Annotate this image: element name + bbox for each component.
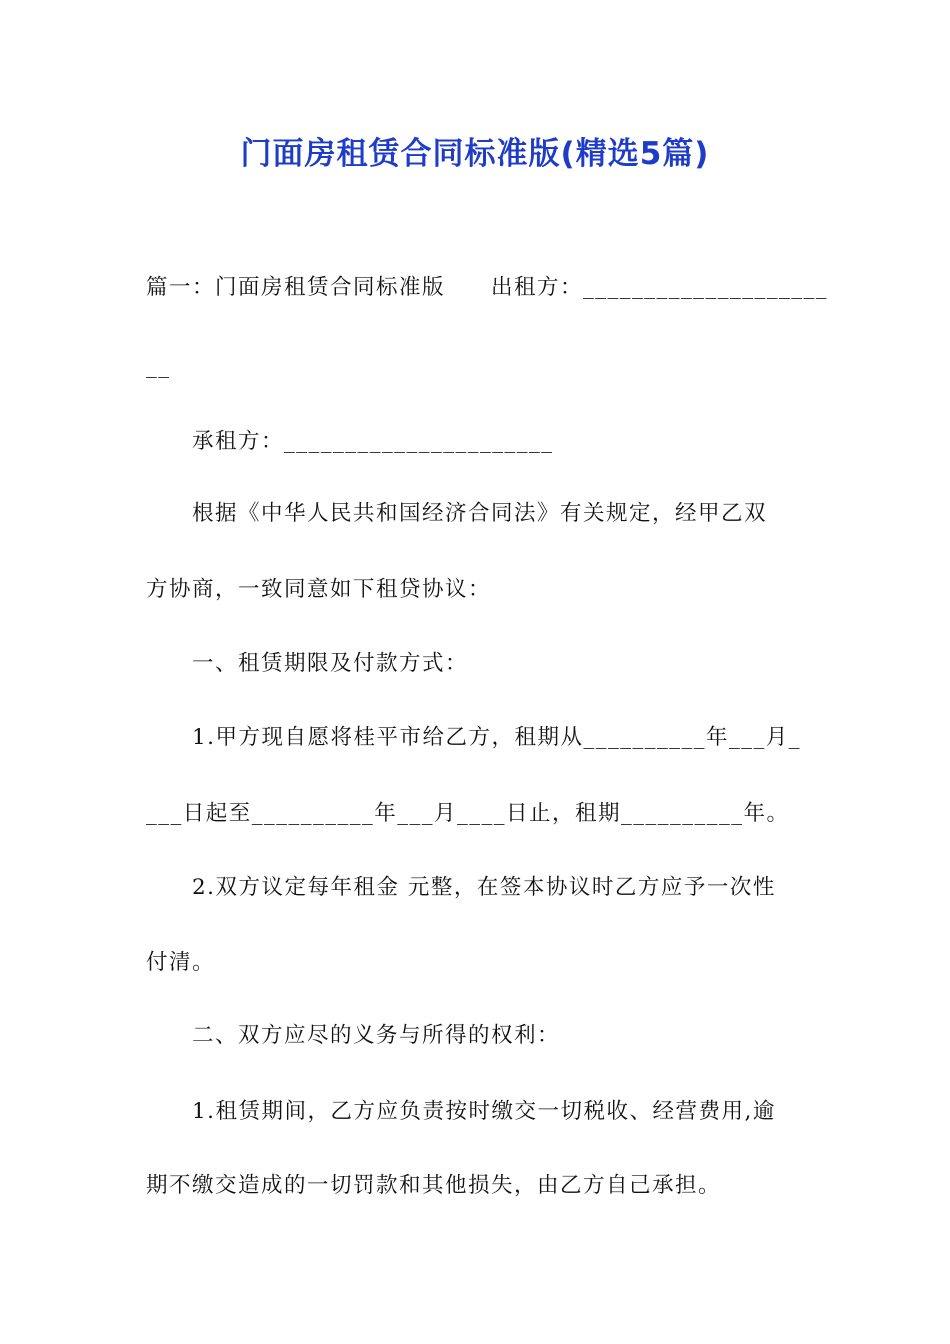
lessee-line: 承租方：______________________ [192, 429, 554, 454]
section-heading-line: 篇一：门面房租赁合同标准版 出租方：____________________ [146, 275, 829, 300]
paragraph-line: 付清。 [146, 950, 216, 975]
paragraph-line: ___日起至__________年___月____日止，租期__________年。 [146, 801, 790, 826]
clause-heading: 二、双方应尽的义务与所得的权利： [192, 1023, 561, 1048]
paragraph-line: 根据《中华人民共和国经济合同法》有关规定，经甲乙双 [192, 501, 768, 526]
document-title: 门面房租赁合同标准版(精选5篇) [240, 136, 710, 172]
paragraph-line: 2.双方议定每年租金 元整，在签本协议时乙方应予一次性 [192, 875, 776, 900]
paragraph-line: 1.甲方现自愿将桂平市给乙方，租期从__________年___月_ [192, 725, 802, 750]
paragraph-line: 1.租赁期间，乙方应负责按时缴交一切税收、经营费用,逾 [192, 1099, 776, 1124]
paragraph-line: 方协商，一致同意如下租贷协议： [146, 577, 492, 602]
underline-continuation: __ [146, 354, 171, 379]
clause-heading: 一、租赁期限及付款方式： [192, 651, 469, 676]
paragraph-line: 期不缴交造成的一切罚款和其他损失，由乙方自己承担。 [146, 1173, 722, 1198]
